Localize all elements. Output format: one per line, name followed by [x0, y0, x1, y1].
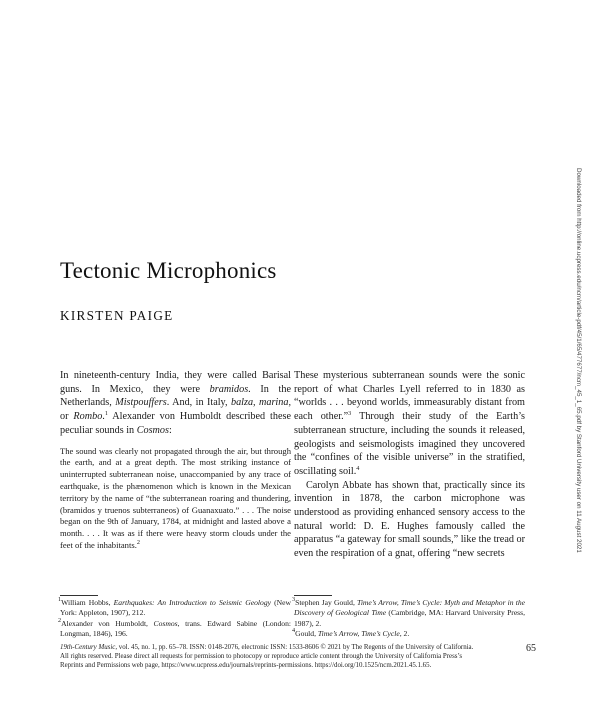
download-watermark: Downloaded from http://online.ucpress.edu/ncm/article-pdf/45/1/65/477677/ncm_45_1_65.pdf by Stanford University user on 11 August 2021	[575, 168, 582, 553]
paragraph-lyell: These mysterious subterranean sounds were the sonic report of what Charles Lyell referred to in 1830 as “worlds . . . beyond worlds, immeasurably distant from each other.”$^3$ Through their study of the Earth’s subterranean structure, including the sounds it released, geologists and seismologists imagined they uncovered the “confines of the visible universe” in the stratified, oscillating soil.$^4$	[294, 370, 525, 477]
footnote-ref-4: 4	[356, 464, 360, 472]
footnote-divider-left	[60, 595, 98, 596]
footnote-2: $^2$Alexander von Humboldt, Cosmos, trans. Edward Sabine (London: Longman, 1846), 196.	[58, 616, 291, 639]
humboldt-quote: The sound was clearly not propagated through the air, but through the earth, and at a great depth. The most striking instance of uninterrupted subterranean noise, unaccompanied by any trace of earthquake, is the phænomenon which is known in the Mexican territory by the name of “the subterranean roaring and thundering, (bramidos y truenos subterraneos) of Guanaxuato.” . . . The noise began on the 9th of January, 1784, at midnight and lasted above a month. . . . It was as if there were heavy storm clouds under the feet of the inhabitants.$^2$	[60, 445, 291, 550]
right-column	[294, 369, 525, 561]
article-author: KIRSTEN PAIGE	[60, 308, 174, 323]
left-column	[60, 369, 291, 552]
paragraph-abbate: Carolyn Abbate has shown that, practically since its invention in 1878, the carbon microphone was understood as providing enhanced sensory access to the natural world: D. E. Hughes famously called the apparatus “a gateway for small sounds,” like the tread or even the respiration of a gnat, offering “new secrets	[294, 479, 525, 560]
footnote-ref-3: 3	[348, 410, 352, 418]
footnotes-right	[294, 598, 525, 640]
page-number: 65	[526, 643, 536, 654]
journal-citation: 19th-Century Music, vol. 45, no. 1, pp. 65–78. ISSN: 0148-2076, electronic ISSN: 1533-8606 © 2021 by The Regents of the University of California. All rights reserved. Please direct all requests for permission to photocopy or reproduce article content through the University of California Press’s Reprints and Permissions web page, https://www.ucpress.edu/journals/reprints-permissions. https://doi.org/10.1525/ncm.2021.45.1.65.	[60, 644, 474, 669]
footnotes-left	[60, 598, 291, 640]
footnote-ref-2: 2	[136, 538, 140, 546]
footnote-divider-right	[294, 595, 332, 596]
article-title: Tectonic Microphonics	[60, 258, 277, 283]
opening-paragraph: In nineteenth-century India, they were called Barisal guns. In Mexico, they were bramidos. In the Netherlands, Mistpouffers. And, in Italy, balza, marina, or Rombo.$^1$ Alexander von Humboldt described these peculiar sounds in Cosmos:	[60, 370, 292, 436]
footnote-4: $^4$Gould, Time’s Arrow, Time’s Cycle, 2.	[292, 627, 410, 639]
footnote-1: $^1$William Hobbs, Earthquakes: An Introduction to Seismic Geology (New York: Appleton, 1907), 212.	[58, 596, 292, 618]
footnote-ref-1: 1	[104, 410, 108, 418]
footnote-3: $^3$Stephen Jay Gould, Time’s Arrow, Time’s Cycle: Myth and Metaphor in the Discovery of Geological Time (Cambridge, MA: Harvard University Press, 1987), 2.	[292, 596, 526, 628]
journal-name: 19th-Century Music	[60, 644, 116, 651]
